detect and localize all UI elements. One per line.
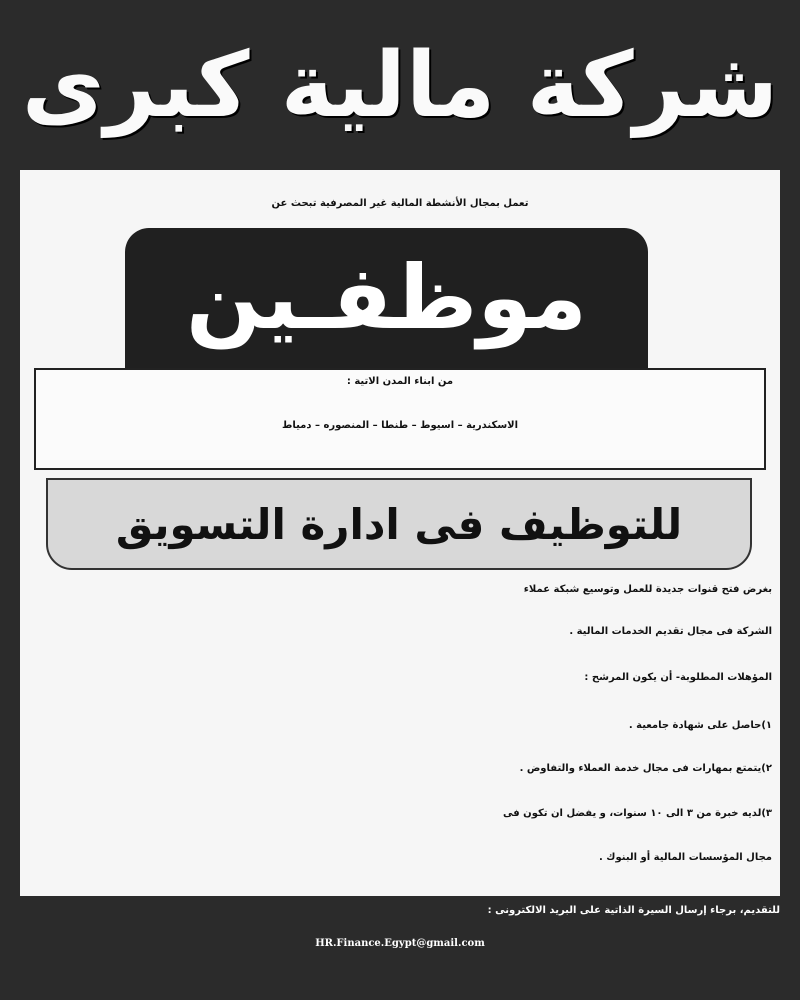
qualification-2: ٢)يتمتع بمهارات فى مجال خدمة العملاء والتفاوض . xyxy=(519,763,772,774)
cities-box xyxy=(34,368,766,470)
company-title: شركة مالية كبرى xyxy=(21,32,779,138)
intro-line: تعمل بمجال الأنشطة المالية غير المصرفية تبحث عن xyxy=(271,198,529,209)
cities-list: الاسكندرية – اسيوط – طنطا – المنصوره – دمياط xyxy=(281,420,519,431)
header-banner xyxy=(0,0,800,170)
qualification-3-line-1: ٣)لديه خبرة من ٣ الى ١٠ سنوات، و يفضل ان تكون فى xyxy=(503,808,772,819)
qualification-1: ١)حاصل على شهادة جامعية . xyxy=(628,720,772,731)
qualifications-heading: المؤهلات المطلوبة- أن يكون المرشح : xyxy=(584,672,772,683)
qualification-3-line-2: مجال المؤسسات المالية أو البنوك . xyxy=(599,852,772,863)
purpose-line-2: الشركة فى مجال تقديم الخدمات المالية . xyxy=(569,626,772,637)
cities-intro: من ابناء المدن الاتية : xyxy=(346,376,454,387)
jobs-title: موظفـين xyxy=(185,246,588,349)
department-text: للتوظيف فى ادارة التسويق xyxy=(115,499,683,549)
purpose-line-1: بغرض فتح قنوات جديدة للعمل وتوسيع شبكة عملاء xyxy=(523,584,772,595)
department-box xyxy=(46,478,752,570)
apply-instructions: للتقديم، برجاء إرسال السيرة الذاتية على البريد الالكترونى : xyxy=(487,905,780,916)
contact-email[interactable]: HR.Finance.Egypt@gmail.com xyxy=(315,938,485,949)
jobs-banner xyxy=(125,228,648,368)
